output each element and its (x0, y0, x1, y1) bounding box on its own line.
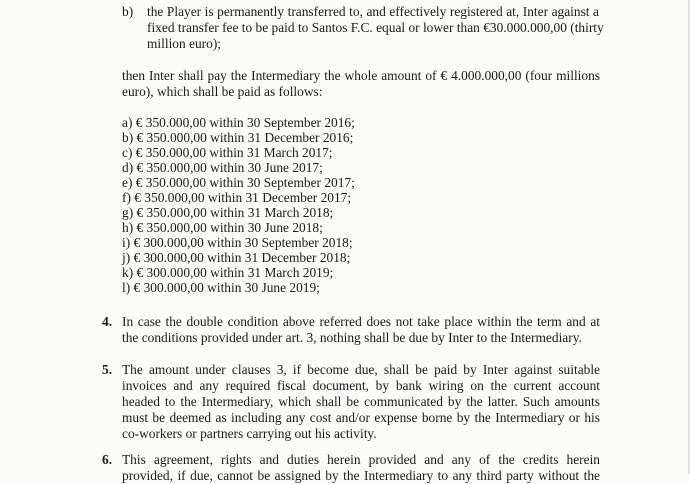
clause-b-line-3: million euro); (147, 36, 222, 51)
installment-item: j) € 300.000,00 within 31 December 2018; (122, 250, 351, 265)
clause-b-line-2: fixed transfer fee to be paid to Santos F.C. equal or lower than €30.000.000,00 (thirty (147, 20, 604, 35)
clause-4-line-1: In case the double condition above referred does not take place within the term and at (122, 314, 600, 329)
installment-item: e) € 350.000,00 within 30 September 2017; (122, 175, 355, 190)
payment-intro-line-1: then Inter shall pay the Intermediary the whole amount of € 4.000.000,00 (four millions (122, 68, 600, 83)
installment-item: k) € 300.000,00 within 31 March 2019; (122, 265, 334, 280)
clause-5-line-2: invoices and any required fiscal document, by bank wiring on the current account (122, 378, 600, 393)
installment-item: h) € 350.000,00 within 30 June 2018; (122, 220, 323, 235)
installment-item: c) € 350.000,00 within 31 March 2017; (122, 145, 333, 160)
installment-item: b) € 350.000,00 within 31 December 2016; (122, 130, 354, 145)
installment-item: f) € 350.000,00 within 31 December 2017; (122, 190, 352, 205)
clause-5-line-4: must be deemed as including any cost and/or expense borne by the Intermediary or his (122, 410, 600, 425)
clause-5-number: 5. (102, 362, 113, 377)
clause-5-line-3: headed to the Intermediary, which shall be communicated by the latter. Such amounts (122, 394, 600, 409)
clause-5-line-5: co-workers or partners carrying out his activity. (122, 426, 377, 441)
installment-item: a) € 350.000,00 within 30 September 2016; (122, 115, 355, 130)
clause-b-line-1: the Player is permanently transferred to, and effectively registered at, Inter against a (147, 4, 599, 19)
installment-item: g) € 350.000,00 within 31 March 2018; (122, 205, 334, 220)
clause-4-number: 4. (102, 314, 113, 329)
payment-intro-line-2: euro), which shall be paid as follows: (122, 84, 323, 99)
clause-b-marker: b) (122, 4, 134, 19)
clause-6-number: 6. (102, 452, 113, 467)
installment-item: d) € 350.000,00 within 30 June 2017; (122, 160, 323, 175)
clause-6-line-2: provided, if due, cannot be assigned by the Intermediary to any third party without the (122, 468, 600, 483)
clause-6-line-1: This agreement, rights and duties herein provided and any of the credits herein (122, 452, 600, 467)
installment-item: l) € 300.000,00 within 30 June 2019; (122, 280, 320, 295)
installment-item: i) € 300.000,00 within 30 September 2018; (122, 235, 353, 250)
clause-5-line-1: The amount under clauses 3, if become due, shall be paid by Inter against suitable (122, 362, 600, 377)
clause-4-line-2: the conditions provided under art. 3, nothing shall be due by Inter to the Intermediary. (122, 330, 582, 345)
